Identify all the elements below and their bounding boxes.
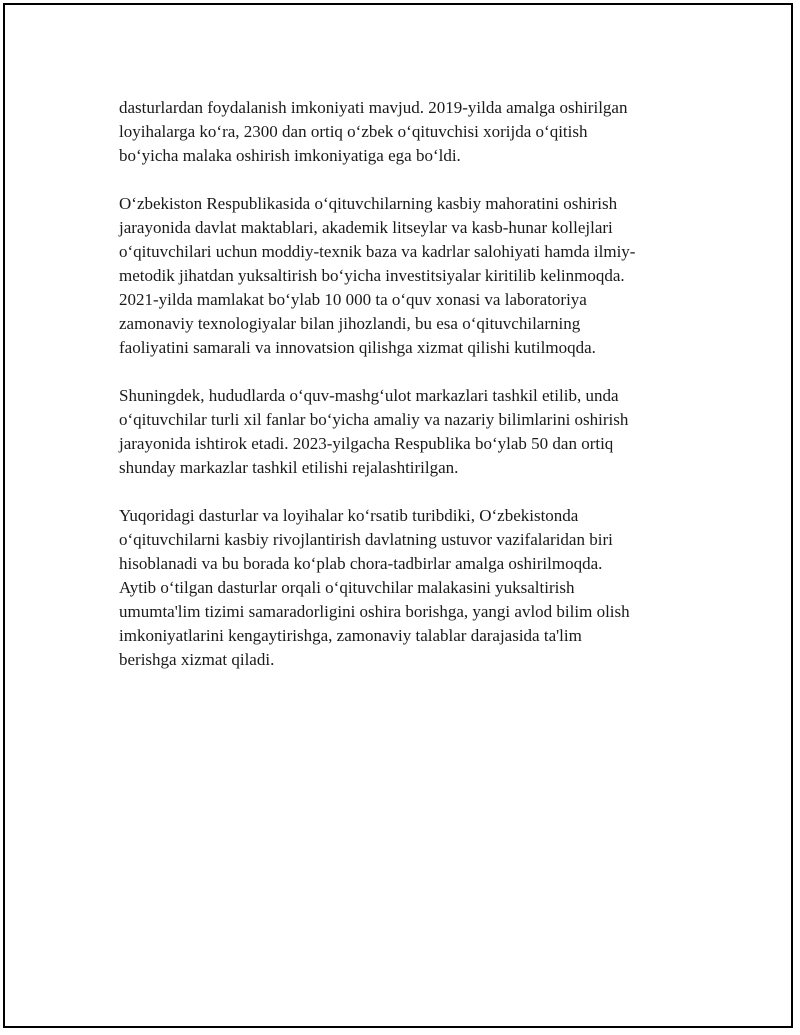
text-line: o‘qituvchilar turli xil fanlar bo‘yicha amaliy va nazariy bilimlarini oshirish	[119, 410, 629, 429]
text-line: metodik jihatdan yuksaltirish bo‘yicha investitsiyalar kiritilib kelinmoqda.	[119, 266, 625, 285]
text-line: 2021-yilda mamlakat bo‘ylab 10 000 ta o‘quv xonasi va laboratoriya	[119, 290, 587, 309]
document-page	[3, 3, 793, 1028]
text-line: jarayonida ishtirok etadi. 2023-yilgacha Respublika bo‘ylab 50 dan ortiq	[119, 434, 614, 453]
paragraph-4	[119, 504, 709, 672]
document-body	[119, 96, 709, 696]
text-line: faoliyatini samarali va innovatsion qilishga xizmat qilishi kutilmoqda.	[119, 338, 596, 357]
text-line: O‘zbekiston Respublikasida o‘qituvchilarning kasbiy mahoratini oshirish	[119, 194, 618, 213]
text-line: shunday markazlar tashkil etilishi rejalashtirilgan.	[119, 458, 459, 477]
text-line: bo‘yicha malaka oshirish imkoniyatiga ega bo‘ldi.	[119, 146, 461, 165]
text-line: imkoniyatlarini kengaytirishga, zamonaviy talablar darajasida ta'lim	[119, 626, 582, 645]
text-line: zamonaviy texnologiyalar bilan jihozlandi, bu esa o‘qituvchilarning	[119, 314, 581, 333]
text-line: hisoblanadi va bu borada ko‘plab chora-tadbirlar amalga oshirilmoqda.	[119, 554, 603, 573]
paragraph-1	[119, 96, 709, 168]
paragraph-3	[119, 384, 709, 480]
text-line: Aytib o‘tilgan dasturlar orqali o‘qituvchilar malakasini yuksaltirish	[119, 578, 575, 597]
text-line: loyihalarga ko‘ra, 2300 dan ortiq o‘zbek o‘qituvchisi xorijda o‘qitish	[119, 122, 588, 141]
text-line: Yuqoridagi dasturlar va loyihalar ko‘rsatib turibdiki, O‘zbekistonda	[119, 506, 579, 525]
text-line: Shuningdek, hududlarda o‘quv-mashg‘ulot markazlari tashkil etilib, unda	[119, 386, 619, 405]
paragraph-2	[119, 192, 709, 360]
text-line: o‘qituvchilari uchun moddiy-texnik baza va kadrlar salohiyati hamda ilmiy-	[119, 242, 636, 261]
text-line: o‘qituvchilarni kasbiy rivojlantirish davlatning ustuvor vazifalaridan biri	[119, 530, 613, 549]
text-line: umumta'lim tizimi samaradorligini oshira borishga, yangi avlod bilim olish	[119, 602, 630, 621]
text-line: berishga xizmat qiladi.	[119, 650, 275, 669]
text-line: dasturlardan foydalanish imkoniyati mavjud. 2019-yilda amalga oshirilgan	[119, 98, 628, 117]
text-line: jarayonida davlat maktablari, akademik litseylar va kasb-hunar kollejlari	[119, 218, 613, 237]
